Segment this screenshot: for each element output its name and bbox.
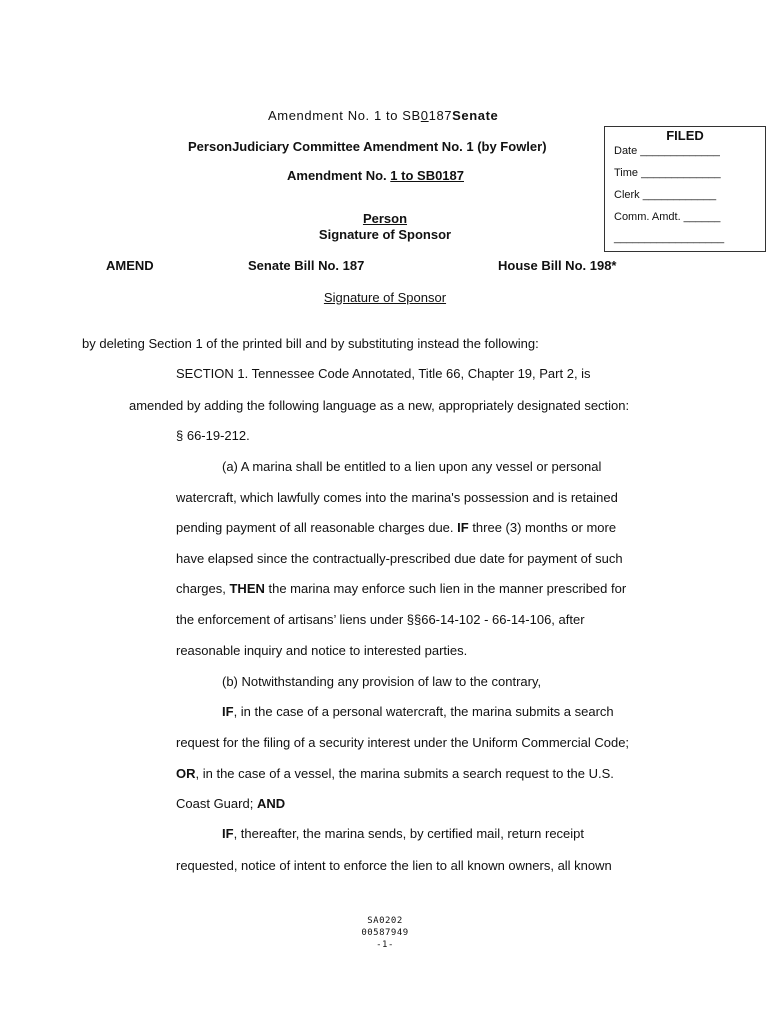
- subsection-b-line6: [222, 826, 584, 841]
- subsection-b-line2-post: , in the case of a personal watercraft, the marina submits a search: [233, 704, 614, 719]
- amend-label: AMEND: [106, 258, 154, 273]
- footer-code-sa: SA0202: [367, 916, 403, 926]
- subsection-a-line3: [176, 520, 616, 535]
- subsection-a-line3-pre: pending payment of all reasonable charges due.: [176, 520, 458, 535]
- filed-box: [604, 126, 766, 252]
- subsection-a-line5: [176, 581, 626, 596]
- header-amendment-underlined: 0: [420, 108, 429, 123]
- section1-line2: amended by adding the following language as a new, appropriately designated section:: [129, 398, 630, 413]
- subsection-b-line3: request for the filing of a security interest under the Uniform Commercial Code;: [176, 735, 630, 750]
- section-number: § 66-19-212.: [176, 428, 250, 443]
- subsection-a-line5-then: THEN: [229, 581, 265, 596]
- subsection-b-line2: [222, 704, 614, 719]
- subsection-b-line5: [176, 796, 285, 811]
- subsection-a-line6: the enforcement of artisans’ liens under §§66-14-102 - 66-14-106, after: [176, 612, 585, 627]
- house-bill-number: House Bill No. 198*: [498, 258, 617, 273]
- committee-amendment-title: PersonJudiciary Committee Amendment No. 1 (by Fowler): [188, 139, 547, 154]
- subsection-b-line4: [176, 766, 614, 781]
- subsection-a-line5-post: the marina may enforce such lien in the manner prescribed for: [264, 581, 627, 596]
- subsection-a-line1: (a) A marina shall be entitled to a lien upon any vessel or personal: [222, 459, 602, 474]
- section1-line1: SECTION 1. Tennessee Code Annotated, Title 66, Chapter 19, Part 2, is: [176, 366, 591, 381]
- filed-time-field: Time _____________: [614, 167, 721, 179]
- senate-bill-number: Senate Bill No. 187: [248, 258, 365, 273]
- subsection-a-line3-if: IF: [457, 520, 469, 535]
- filed-date-field: Date _____________: [614, 145, 720, 157]
- subsection-b-line4-post: , in the case of a vessel, the marina submits a search request to the U.S.: [195, 766, 614, 781]
- header-amendment-line: [268, 108, 498, 123]
- subsection-a-line5-pre: charges,: [176, 581, 230, 596]
- subsection-b-line7: requested, notice of intent to enforce the lien to all known owners, all known: [176, 858, 612, 873]
- footer-code-number: 00587949: [361, 928, 409, 938]
- filed-blank-field: __________________: [614, 232, 725, 244]
- subsection-b-line5-pre: Coast Guard;: [176, 796, 257, 811]
- subsection-b-line1: (b) Notwithstanding any provision of law to the contrary,: [222, 674, 542, 689]
- subsection-b-line6-post: , thereafter, the marina sends, by certified mail, return receipt: [233, 826, 585, 841]
- filed-clerk-field: Clerk ____________: [614, 189, 717, 201]
- header-amendment-prefix: Amendment No. 1 to SB: [268, 108, 421, 123]
- header-amendment-senate: Senate: [452, 108, 499, 123]
- subsection-a-line7: reasonable inquiry and notice to interested parties.: [176, 643, 468, 658]
- subsection-b-line6-if: IF: [222, 826, 234, 841]
- subsection-b-line4-or: OR: [176, 766, 196, 781]
- header-amendment-number: 187: [428, 108, 453, 123]
- sponsor-name: Person: [362, 211, 408, 226]
- subsection-a-line3-post: three (3) months or more: [468, 520, 617, 535]
- amendment-number-line: [287, 168, 464, 183]
- sponsor-signature-label: Signature of Sponsor: [318, 227, 452, 242]
- filed-title: FILED: [666, 128, 704, 143]
- footer-page-number: -1-: [376, 940, 394, 950]
- intro-paragraph: by deleting Section 1 of the printed bill and by substituting instead the following:: [82, 336, 539, 351]
- subsection-b-line2-if: IF: [222, 704, 234, 719]
- signature-of-sponsor-line: Signature of Sponsor: [323, 290, 447, 305]
- subsection-a-line4: have elapsed since the contractually-prescribed due date for payment of such: [176, 551, 623, 566]
- amendment-number-prefix: Amendment No.: [287, 168, 391, 183]
- subsection-a-line2: watercraft, which lawfully comes into the marina's possession and is retained: [176, 490, 618, 505]
- subsection-b-line5-and: AND: [256, 796, 286, 811]
- amendment-number-underlined: 1 to SB0187: [390, 168, 464, 183]
- filed-comm-amdt-field: Comm. Amdt. ______: [614, 211, 721, 223]
